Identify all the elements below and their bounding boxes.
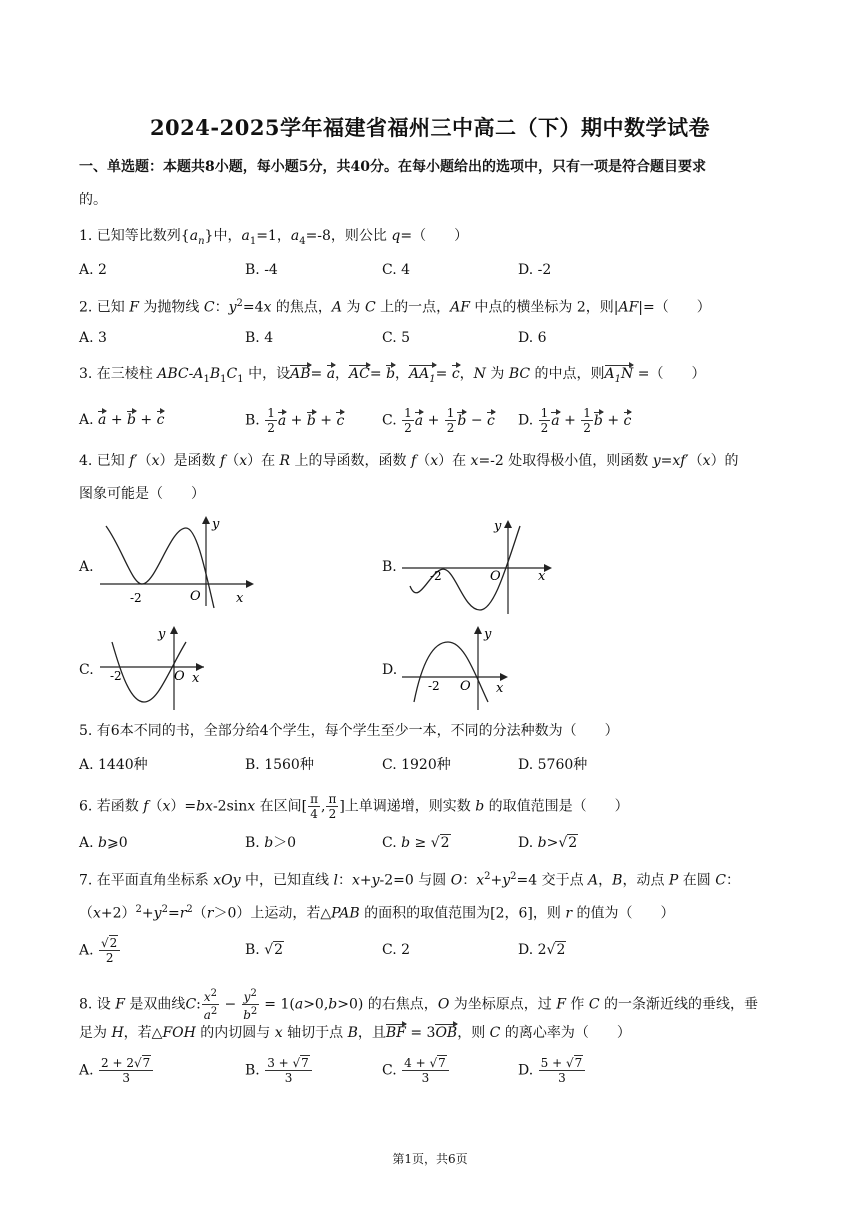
q6-option-b[interactable]: B. b＞0 [245,835,297,851]
q4d-tick-label: -2 [428,679,440,693]
q1-option-d[interactable]: D. -2 [518,262,552,278]
q3-option-b[interactable]: B. $\frac{1}{2}$ a + b + c [245,406,345,435]
q7-option-a[interactable]: A. $\frac{√2}{2}$ [79,936,121,965]
question-4-stem: 4. 已知 f′（x）是函数 f（x）在 R 上的导函数，函数 f（x）在 x=-2 处取得极小值，则函数 y=xf′（x）的 [79,453,739,469]
q4a-origin-label: O [190,589,201,604]
q8-option-a[interactable]: A. $\frac{2 + 2√7}{3}$ [79,1056,154,1085]
q4c-origin-label: O [174,669,185,684]
q4d-x-label: x [496,681,504,696]
q4a-tick-label: -2 [130,591,142,605]
q1-option-c[interactable]: C. 4 [382,262,411,278]
q4-option-c[interactable]: C. [79,662,94,678]
q4b-origin-label: O [490,569,501,584]
q4-graph-d [400,622,515,712]
q4-option-b[interactable]: B. [382,559,397,575]
q2-option-b[interactable]: B. 4 [245,330,274,346]
q4a-y-label: y [212,517,220,532]
q8-option-d[interactable]: D. $\frac{5 + √7}{3}$ [518,1056,586,1085]
question-7-stem: 7. 在平面直角坐标系 xOy 中，已知直线 l：x+y-2=0 与圆 O：$x^2+y^2=4$ 交于点 A，B，动点 P 在圆 C： [79,871,740,889]
q2-option-d[interactable]: D. 6 [518,330,547,346]
q1-option-a[interactable]: A. 2 [79,262,107,278]
q5-option-a[interactable]: A. 1440种 [79,757,148,773]
q4c-tick-label: -2 [110,669,122,683]
q4b-x-label: x [538,569,546,584]
question-2-stem: 2. 已知 F 为抛物线 C：$y^2=4x$ 的焦点，A 为 C 上的一点，AF 中点的横坐标为 2，则|AF|=（ ） [79,298,711,316]
question-5-stem: 5. 有6本不同的书，全部分给4个学生，每个学生至少一本，不同的分法种数为（ ） [79,723,619,739]
section-heading-cont: 的。 [79,192,107,208]
question-3-stem: 3. 在三棱柱 ABC-$A_1B_1C_1$ 中，设AB= a，AC= b，$AA_1= c$，N 为 BC 的中点，则$A_1N$ =（ ） [79,364,705,390]
q7-option-d[interactable]: D. 2√2 [518,942,566,958]
q5-option-c[interactable]: C. 1920种 [382,757,451,773]
q4-graph-a [96,514,256,609]
q6-option-c[interactable]: C. b ≥ √2 [382,835,450,851]
q8-option-c[interactable]: C. $\frac{4 + √7}{3}$ [382,1056,450,1085]
q7-option-c[interactable]: C. 2 [382,942,411,958]
q6-option-a[interactable]: A. b⩾0 [79,835,128,851]
q4-option-a[interactable]: A. [79,559,94,575]
q1-option-b[interactable]: B. -4 [245,262,278,278]
q3-option-a[interactable]: A. a + b + c [79,412,165,428]
q4d-origin-label: O [460,679,471,694]
question-7-stem-cont: $(x+2)^2+y^2=r^2(r>0)$上运动，若△PAB 的面积的取值范围为[2，6]，则 r 的值为（ ） [79,904,675,922]
q4c-y-label: y [158,627,166,642]
q4-option-d[interactable]: D. [382,662,398,678]
q4d-y-label: y [484,627,492,642]
question-8-stem-cont: 足为 H，若△FOH 的内切圆与 x 轴切于点 B，且BF = 3OB，则 C 的离心率为（ ） [79,1025,631,1041]
page-footer: 第1页，共6页 [392,1152,468,1166]
q7-option-b[interactable]: B. √2 [245,942,284,958]
q4-graph-b [398,514,558,614]
q4b-tick-label: -2 [430,569,442,583]
q6-option-d[interactable]: D. b>√2 [518,835,578,851]
q5-option-b[interactable]: B. 1560种 [245,757,314,773]
question-1-stem: 1. 已知等比数列$\{a_n\}$中，$a_1=1$，$a_4=-8$，则公比 q=（ ） [79,228,469,247]
q4-graph-c [96,622,211,712]
q4b-y-label: y [494,519,502,534]
q5-option-d[interactable]: D. 5760种 [518,757,588,773]
q3-option-d[interactable]: D. $\frac{1}{2}$ a + $\frac{1}{2}$ b + c [518,406,632,435]
q2-option-c[interactable]: C. 5 [382,330,411,346]
question-8-stem: 8. 设 F 是双曲线C: $\frac{x^2}{a^2}$ − $\frac{y^2}{b^2}$ = 1(a>0,b>0) 的右焦点，O 为坐标原点，过 F 作 C 的一条渐近线的垂线，垂 [79,988,758,1022]
q2-option-a[interactable]: A. 3 [79,330,107,346]
q4a-x-label: x [236,591,244,606]
section-heading: 一、单选题：本题共8小题，每小题5分，共40分。在每小题给出的选项中，只有一项是符合题目要求 [79,159,706,175]
q3-option-c[interactable]: C. $\frac{1}{2}$ a + $\frac{1}{2}$ b − c [382,406,495,435]
q8-option-b[interactable]: B. $\frac{3 + √7}{3}$ [245,1056,313,1085]
question-4-stem-cont: 图象可能是（ ） [79,486,205,502]
q4c-x-label: x [192,671,200,686]
page-title: 2024-2025学年福建省福州三中高二（下）期中数学试卷 [149,115,711,140]
question-6-stem: 6. 若函数 f（x）=bx-2sinx 在区间[ $\frac{\pi}{4}$ , $\frac{\pi}{2}$ ]上单调递增，则实数 b 的取值范围是（ ） [79,792,629,821]
